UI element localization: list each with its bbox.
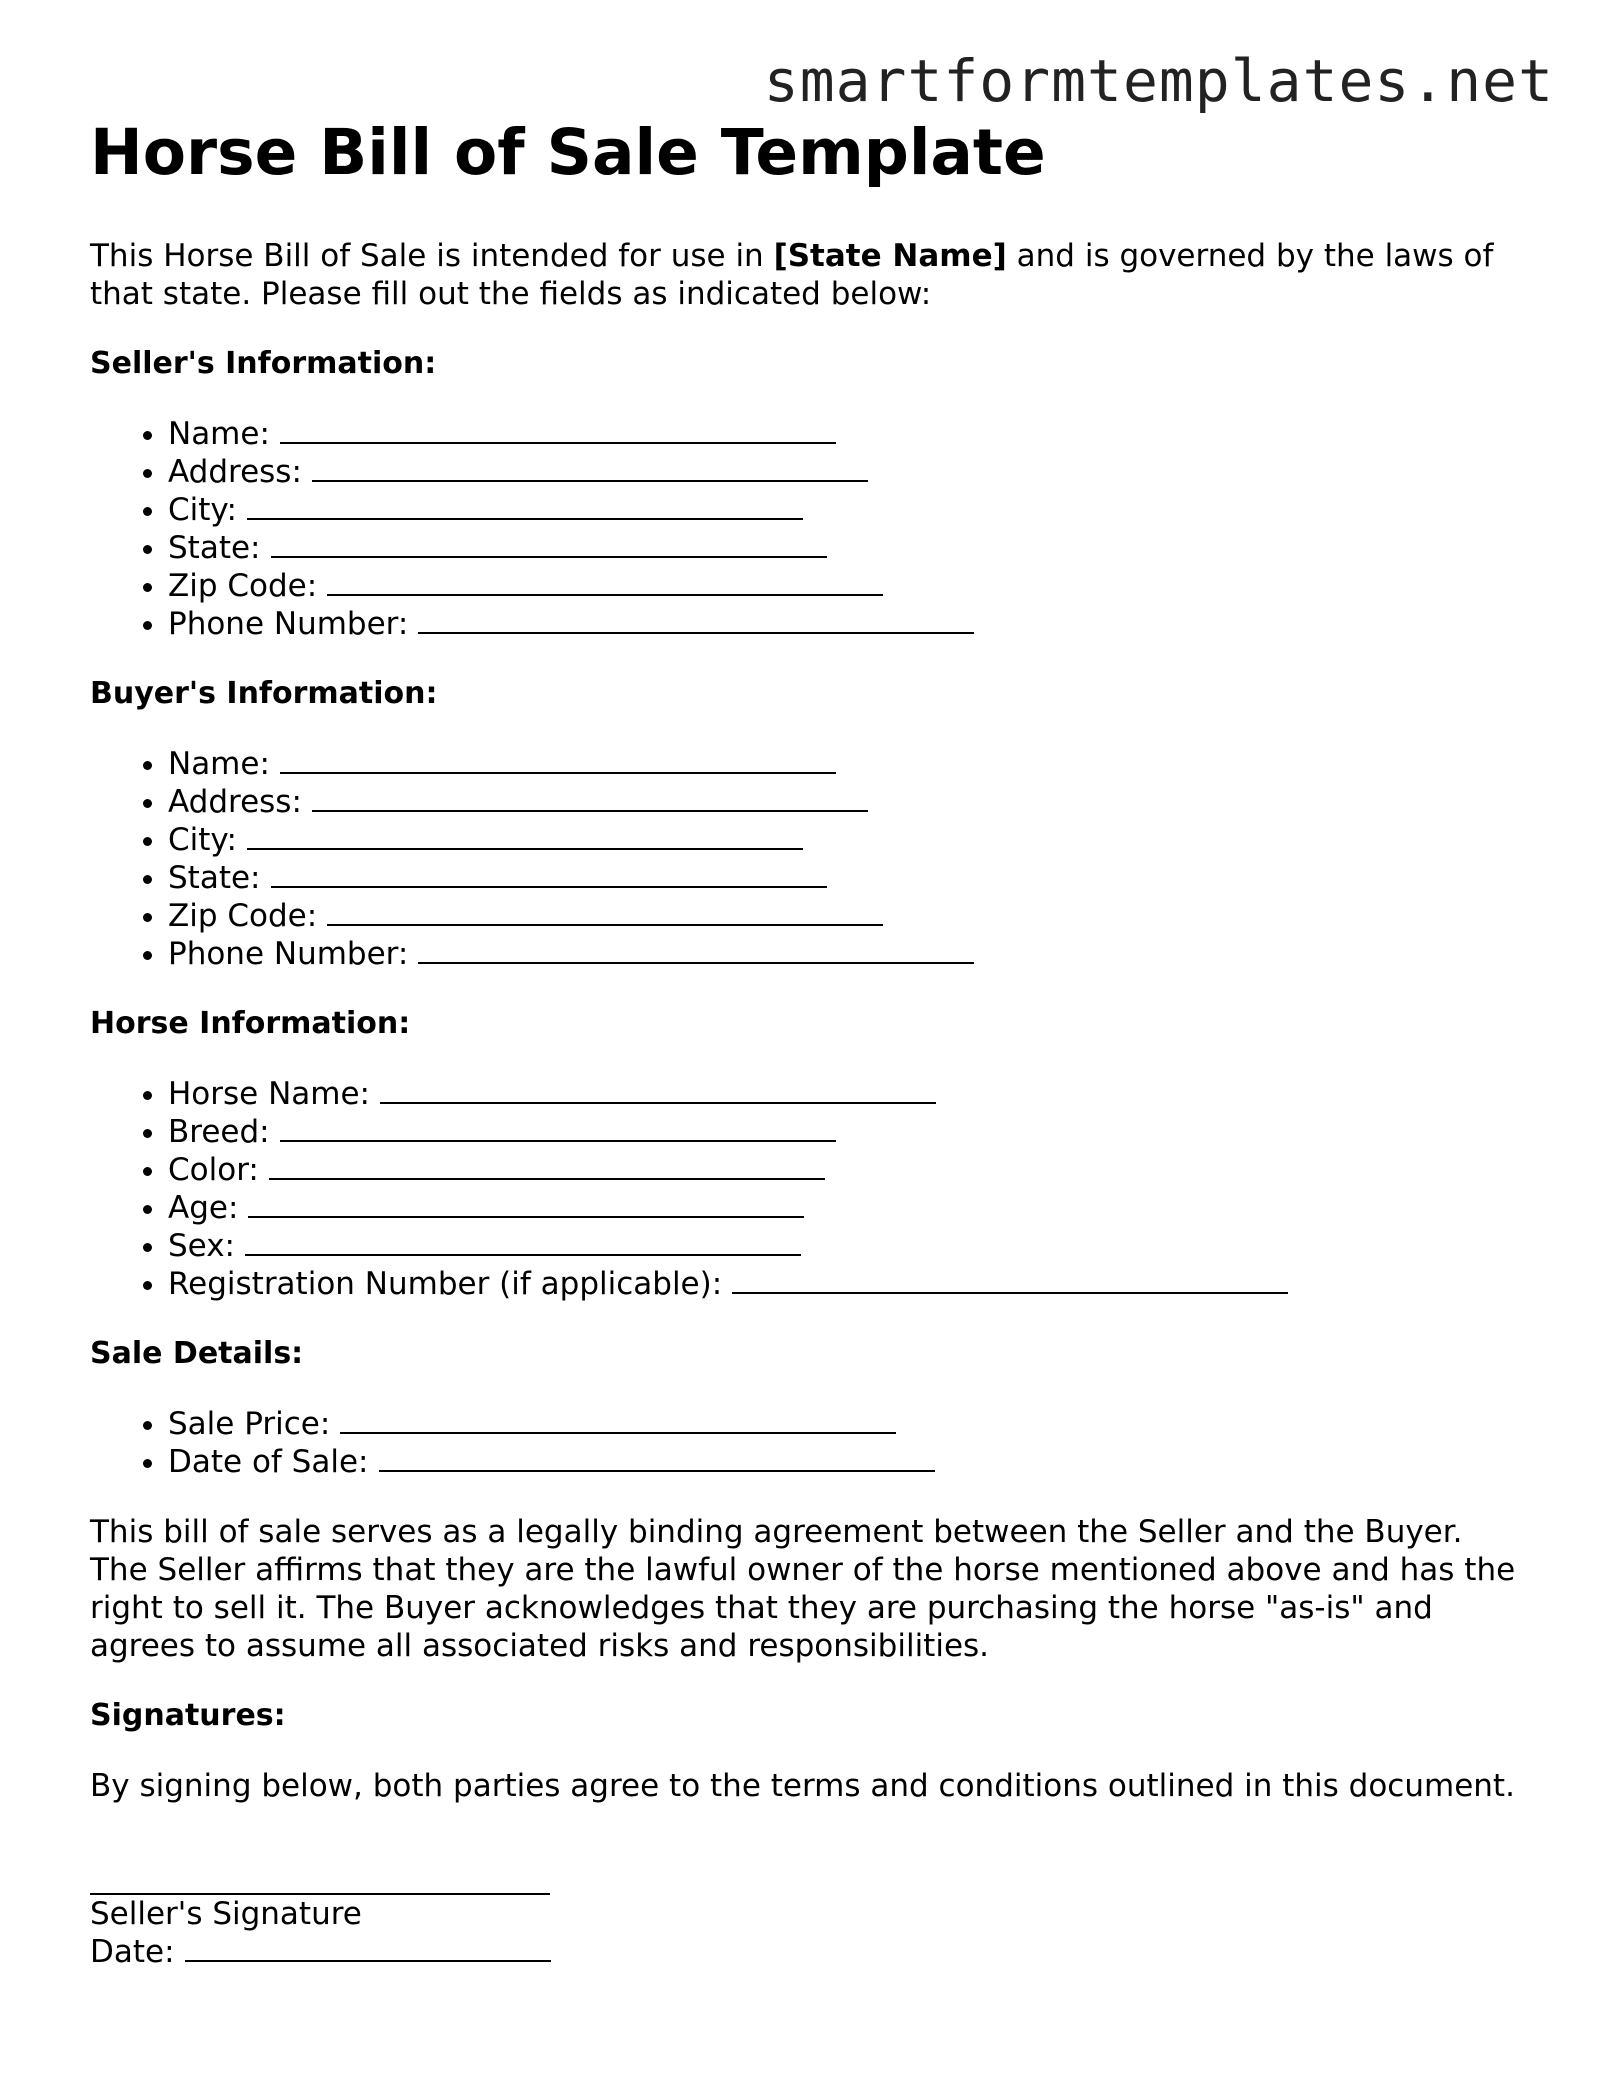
document-body — [90, 118, 1530, 1971]
buyer-field-city — [168, 821, 1530, 859]
field-label: Address: — [168, 454, 302, 491]
buyer-fields — [90, 745, 1530, 973]
field-label: Sale Price: — [168, 1406, 331, 1443]
buyer-field-address — [168, 783, 1530, 821]
sale-field-price — [168, 1405, 1530, 1443]
field-label: Zip Code: — [168, 568, 318, 605]
field-label: Date of Sale: — [168, 1444, 369, 1481]
fill-blank[interactable] — [380, 1076, 936, 1104]
horse-field-age — [168, 1189, 1530, 1227]
seller-field-phone — [168, 605, 1530, 643]
fill-blank[interactable] — [271, 860, 827, 888]
seller-field-state — [168, 529, 1530, 567]
horse-field-breed — [168, 1113, 1530, 1151]
horse-field-name — [168, 1075, 1530, 1113]
state-name-placeholder: [State Name] — [773, 238, 1007, 275]
fill-blank[interactable] — [271, 530, 827, 558]
fill-blank[interactable] — [312, 454, 868, 482]
buyer-field-state — [168, 859, 1530, 897]
field-label: Name: — [168, 746, 270, 783]
seller-signature-line[interactable] — [90, 1863, 550, 1895]
seller-signature-label: Seller's Signature — [90, 1896, 362, 1933]
field-label: Phone Number: — [168, 936, 409, 973]
sale-heading: Sale Details: — [90, 1336, 304, 1372]
buyer-heading: Buyer's Information: — [90, 676, 438, 712]
sale-field-date — [168, 1443, 1530, 1481]
intro-text-after: and is governed by the laws of that state. Please fill out the fields as indicated below: — [90, 238, 1494, 313]
field-label: Sex: — [168, 1228, 235, 1265]
horse-fields — [90, 1075, 1530, 1303]
field-label: State: — [168, 860, 261, 897]
intro-text-before: This Horse Bill of Sale is intended for use in — [90, 238, 774, 275]
field-label: Name: — [168, 416, 270, 453]
seller-field-name — [168, 415, 1530, 453]
fill-blank[interactable] — [280, 416, 836, 444]
fill-blank[interactable] — [247, 822, 803, 850]
fill-blank[interactable] — [245, 1228, 801, 1256]
date-label: Date: — [90, 1934, 175, 1971]
seller-field-zip — [168, 567, 1530, 605]
fill-blank[interactable] — [248, 1190, 804, 1218]
horse-field-color — [168, 1151, 1530, 1189]
field-label: Phone Number: — [168, 606, 409, 643]
seller-fields — [90, 415, 1530, 643]
fill-blank[interactable] — [327, 898, 883, 926]
field-label: Age: — [168, 1190, 239, 1227]
signature-date-row — [90, 1933, 1530, 1971]
field-label: Horse Name: — [168, 1076, 370, 1113]
fill-blank[interactable] — [280, 1114, 836, 1142]
fill-blank[interactable] — [312, 784, 868, 812]
seller-heading: Seller's Information: — [90, 346, 437, 382]
horse-heading: Horse Information: — [90, 1006, 411, 1042]
field-label: Address: — [168, 784, 302, 821]
field-label: City: — [168, 492, 237, 529]
signatures-text: By signing below, both parties agree to the terms and conditions outlined in this document. — [90, 1768, 1515, 1805]
fill-blank[interactable] — [418, 606, 974, 634]
intro-paragraph — [90, 237, 1530, 313]
field-label: Color: — [168, 1152, 259, 1189]
horse-field-registration — [168, 1265, 1530, 1303]
fill-blank[interactable] — [280, 746, 836, 774]
seller-field-city — [168, 491, 1530, 529]
fill-blank[interactable] — [732, 1266, 1288, 1294]
fill-blank[interactable] — [379, 1444, 935, 1472]
watermark: smartformtemplates.net — [763, 47, 1554, 115]
date-blank[interactable] — [185, 1934, 551, 1962]
field-label: City: — [168, 822, 237, 859]
signatures-heading: Signatures: — [90, 1698, 286, 1734]
seller-field-address — [168, 453, 1530, 491]
field-label: Zip Code: — [168, 898, 318, 935]
sale-fields — [90, 1405, 1530, 1481]
buyer-field-name — [168, 745, 1530, 783]
page-title: Horse Bill of Sale Template — [90, 116, 1046, 189]
fill-blank[interactable] — [247, 492, 803, 520]
field-label: Breed: — [168, 1114, 270, 1151]
fill-blank[interactable] — [327, 568, 883, 596]
buyer-field-zip — [168, 897, 1530, 935]
fill-blank[interactable] — [269, 1152, 825, 1180]
field-label: State: — [168, 530, 261, 567]
fill-blank[interactable] — [418, 936, 974, 964]
buyer-field-phone — [168, 935, 1530, 973]
agreement-paragraph: This bill of sale serves as a legally binding agreement between the Seller and the Buyer. The Seller affirms that they are the lawful owner of the horse mentioned above and has the right to sell it. The Buyer acknowledges that they are purchasing the horse "as-is" and agrees to assume all associated risks and responsibilities. — [90, 1514, 1516, 1665]
field-label: Registration Number (if applicable): — [168, 1266, 723, 1303]
horse-field-sex — [168, 1227, 1530, 1265]
fill-blank[interactable] — [340, 1406, 896, 1434]
